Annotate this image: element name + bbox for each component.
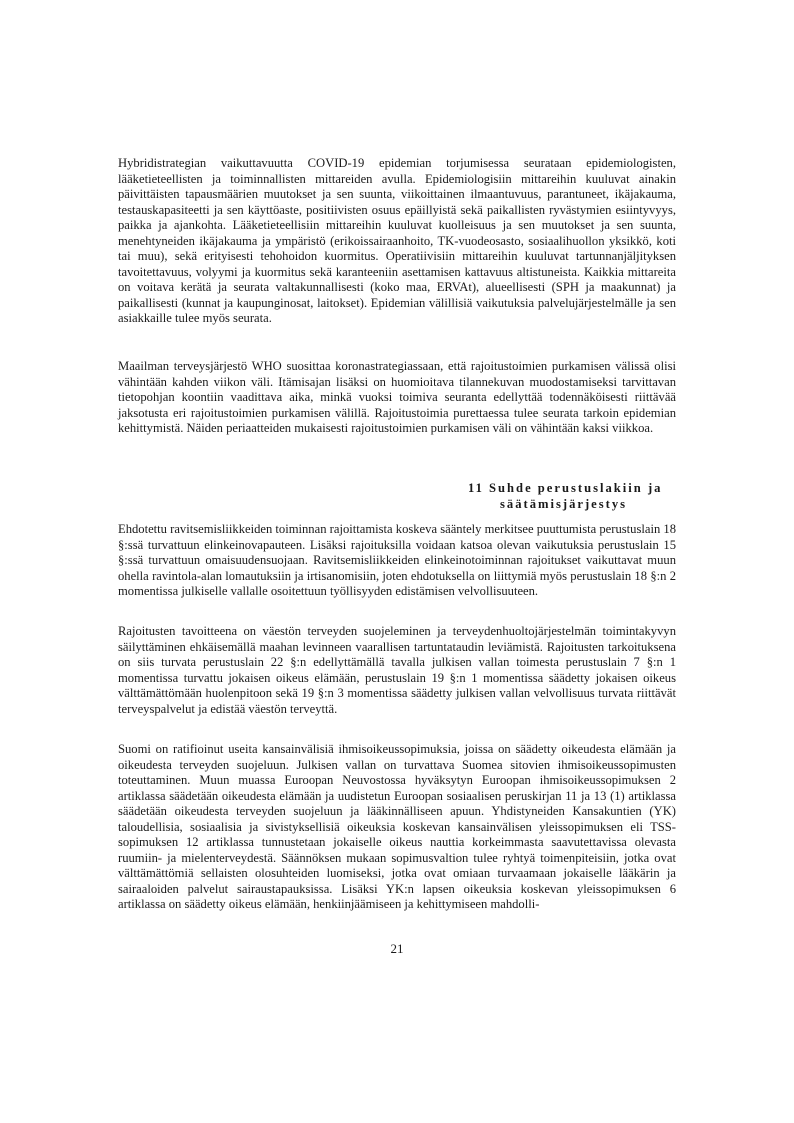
paragraph-monitoring-metrics <box>118 156 676 327</box>
paragraph-who-recommendation <box>118 359 676 437</box>
section-heading-line2: säätämisjärjestys <box>500 497 628 511</box>
page-number: 21 <box>390 941 404 956</box>
paragraph-text: Rajoitusten tavoitteena on väestön terveyden suojeleminen ja terveydenhuoltojärjestelmän toimintakyvyn säilyttäminen ehkäisemällä maahan levinneen vaarallisen tartuntataudin leviämistä. Rajoitusten tarkoituksena on siis turvata perustuslain 22 §:n edellyttämällä tavalla julkisen vallan toimesta perustuslain 7 §:n 1 momentissa turvattu jokaisen oikeus elämään, perustuslain 19 §:n 1 momentissa säädetty jokaisen oikeus välttämättömään huolenpitoon sekä 19 §:n 3 momentissa säädetty julkisen vallan velvollisuus turvata riittävät terveyspalvelut ja edistää väestön terveyttä. <box>118 624 676 716</box>
paragraph-business-freedom <box>118 522 676 600</box>
section-heading-line1: 11 Suhde perustuslakiin ja <box>468 481 663 495</box>
paragraph-human-rights <box>118 742 676 913</box>
paragraph-text: Hybridistrategian vaikuttavuutta COVID-19 epidemian torjumisessa seurataan epidemiologisten, lääketieteellisten ja toiminnallisten mittareiden avulla. Epidemiologisiin mittareihin kuuluvat ainakin päivittäisten tapausmäärien muutokset ja sen suunta, viikoittainen ilmaantuvuus, parantuneet, ikäjakauma, testauskapasiteetti ja sen käyttöaste, positiivisten osuus epäillyistä sekä paikallisten ryvästymien esiintyvyys, paikka ja ajankohta. Lääketieteellisiin mittareihin kuuluvat kuolleisuus ja sen muutokset ja sen suunta, menehtyneiden ikäjakauma ja ympäristö (erikoissairaanhoito, TK-vuodeosasto, sosiaalihuollon yksikkö, koti tai muu), sekä erityisesti tehohoidon kuormitus. Operatiivisiin mittareihin kuuluvat tartunnanjäljityksen tavoitettavuus, volyymi ja kuormitus sekä karanteeniin asettamisen kattavuus altistuneista. Kaikkia mittareita on voitava kerätä ja seurata valtakunnallisesti (koko maa, ERVAt), alueellisesti (SPH ja maakunnat) ja paikallisesti (kunnat ja kaupunginosat, laitokset). Epidemian välillisiä vaikutuksia palvelujärjestelmälle ja sen asiakkaille tulee myös seurata. <box>118 156 676 326</box>
paragraph-text: Ehdotettu ravitsemisliikkeiden toiminnan rajoittamista koskeva sääntely merkitsee puuttumista perustuslain 18 §:ssä turvattuun elinkeinovapauteen. Lisäksi rajoituksilla voidaan katsoa olevan vaikutuksia perustuslain 15 §:ssä turvattuun omaisuudensuojaan. Ravitsemisliikkeiden elinkeinotoiminnan rajoitukset vaikuttavat muun ohella ravintola-alan lomautuksiin ja irtisanomisiin, joten ehdotuksella on liittymiä myös perustuslain 18 §:n 2 momentissa julkiselle vallalle osoitettuun työllisyyden edistämisen velvollisuuteen. <box>118 522 676 599</box>
section-heading <box>468 480 698 512</box>
paragraph-restriction-goals <box>118 624 676 717</box>
paragraph-text: Maailman terveysjärjestö WHO suosittaa koronastrategiassaan, että rajoitustoimien purkamisen välissä olisi vähintään kahden viikon väli. Itämisajan lisäksi on huomioitava tilannekuvan muodostamiseksi tarvittavan tietopohjan koontiin vaadittava aika, minkä vuoksi toimiva seuranta edellyttää todennäköisesti riittävää jaksotusta eri rajoitustoimien purkamisen välillä. Rajoitustoimia purettaessa tulee seurata tarkoin epidemian kehittymistä. Näiden periaatteiden mukaisesti rajoitustoimien purkamisen väli on vähintään kaksi viikkoa. <box>118 359 676 436</box>
paragraph-text: Suomi on ratifioinut useita kansainvälisiä ihmisoikeussopimuksia, joissa on säädetty oikeudesta elämään ja oikeudesta terveyden suojeluun. Julkisen vallan on turvattava Suomea sitovien ihmisoikeussopimusten toteuttaminen. Muun muassa Euroopan Neuvostossa hyväksytyn Euroopan ihmisoikeussopimuksen 2 artiklassa säädetään oikeudesta elämään ja uudistetun Euroopan sosiaalisen peruskirjan 11 ja 13 (1) artiklassa säädetään oikeudesta terveyden suojeluun ja lääkinnälliseen apuun. Yhdistyneiden Kansakuntien (YK) taloudellisia, sosiaalisia ja sivistyksellisiä oikeuksia koskevan kansainvälisen yleissopimuksen eli TSS-sopimuksen 12 artiklassa tunnustetaan jokaiselle oikeus nauttia korkeimmasta saavutettavissa olevasta ruumiin- ja mielenterveydestä. Säännöksen mukaan sopimusvaltion tulee ryhtyä toimenpiteisiin, jotka ovat välttämättömiä sellaisten olosuhteiden luomiseksi, jotka ovat omiaan turvaamaan jokaiselle lääkärin ja sairaaloiden palvelut sairaustapauksissa. Lisäksi YK:n lapsen oikeuksia koskevan yleissopimuksen 6 artiklassa on säädetty oikeus elämään, henkiinjäämiseen ja kehittymiseen mahdolli- <box>118 742 676 912</box>
